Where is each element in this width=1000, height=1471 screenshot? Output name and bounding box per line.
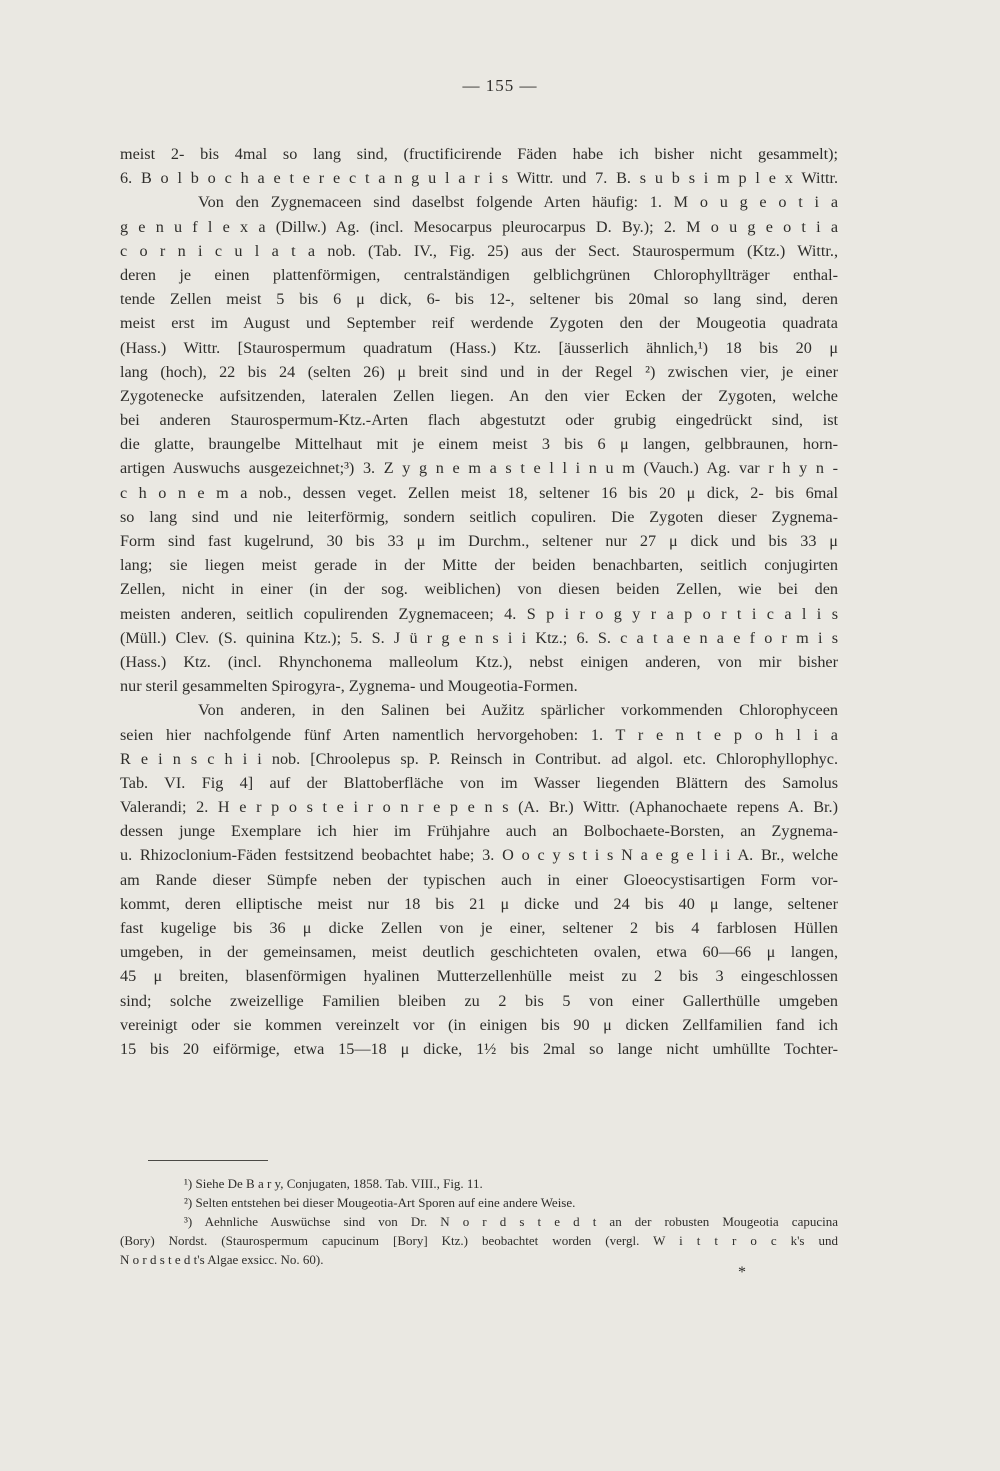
- body-text: [120, 142, 838, 1061]
- text-line: Tab. VI. Fig 4] auf der Blattoberfläche von im Wasser liegenden Blättern des Samolus: [120, 773, 838, 792]
- text-line: (Hass.) Ktz. (incl. Rhynchonema malleolum Ktz.), nebst einigen anderen, von mir bisher: [120, 652, 838, 671]
- text-line: Von den Zygnemaceen sind daselbst folgende Arten häufig: 1. M o u g e o t i a: [198, 193, 838, 212]
- footnote-3-continued: N o r d s t e d t's Algae exsicc. No. 60).: [120, 1252, 324, 1267]
- text-line: dessen junge Exemplare ich hier im Frühjahre auch an Bolbochaete-Borsten, an Zygnema-: [120, 822, 838, 841]
- text-line: 45 μ breiten, blasenförmigen hyalinen Mutterzellenhülle meist zu 2 bis 3 eingeschlossen: [120, 967, 838, 986]
- signature-mark: *: [738, 1264, 746, 1281]
- text-line: vereinigt oder sie kommen vereinzelt vor (in einigen bis 90 μ dicken Zellfamilien fand ich: [120, 1015, 838, 1034]
- text-line: artigen Auswuchs ausgezeichnet;³) 3. Z y g n e m a s t e l l i n u m (Vauch.) Ag. var r h y n -: [120, 459, 838, 478]
- footnote-1: ¹) Siehe De B a r y, Conjugaten, 1858. Tab. VIII., Fig. 11.: [184, 1176, 483, 1191]
- text-line: 15 bis 20 eiförmige, etwa 15—18 μ dicke, 1½ bis 2mal so lange nicht umhüllte Tochter-: [120, 1039, 838, 1058]
- text-line: umgeben, in der gemeinsamen, meist deutlich geschichteten ovalen, etwa 60—66 μ langen,: [120, 943, 838, 962]
- footnote-divider: [148, 1160, 268, 1161]
- text-line: so lang sind und nie leiterförmig, sondern seitlich copuliren. Die Zygoten dieser Zygnema-: [120, 507, 838, 526]
- text-line: meisten anderen, seitlich copulirenden Zygnemaceen; 4. S p i r o g y r a p o r t i c a l i s: [120, 604, 838, 623]
- text-line: meist 2- bis 4mal so lang sind, (fructificirende Fäden habe ich bisher nicht gesammelt);: [120, 145, 838, 163]
- text-line: u. Rhizoclonium-Fäden festsitzend beobachtet habe; 3. O o c y s t i s N a e g e l i i A. Br., welche: [120, 846, 838, 865]
- text-line: (Müll.) Clev. (S. quinina Ktz.); 5. S. J ü r g e n s i i Ktz.; 6. S. c a t a e n a e f o r m i s: [120, 628, 838, 647]
- text-line: c h o n e m a nob., dessen veget. Zellen meist 18, seltener 16 bis 20 μ dick, 2- bis 6mal: [120, 483, 838, 502]
- text-line: Zellen, nicht in einer (in der sog. weiblichen) von diesen beiden Zellen, wie bei den: [120, 580, 838, 599]
- text-line: am Rande dieser Sümpfe neben der typischen auch in einer Gloeocystisartigen Form vor-: [120, 870, 838, 889]
- text-line: nur steril gesammelten Spirogyra-, Zygnema- und Mougeotia-Formen.: [120, 677, 578, 696]
- text-line: fast kugelige bis 36 μ dicke Zellen von je einer, seltener 2 bis 4 farblosen Hüllen: [120, 919, 838, 937]
- text-line: seien hier nachfolgende fünf Arten namentlich hervorgehoben: 1. T r e n t e p o h l i a: [120, 725, 838, 744]
- text-line: sind; solche zweizellige Familien bleiben zu 2 bis 5 von einer Gallerthülle umgeben: [120, 991, 838, 1010]
- page-number: — 155 —: [462, 76, 538, 95]
- text-line: g e n u f l e x a (Dillw.) Ag. (incl. Mesocarpus pleurocarpus D. By.); 2. M o u g e o t i a: [120, 217, 838, 236]
- text-line: lang; sie liegen meist gerade in der Mitte der beiden benachbarten, seitlich conjugirten: [120, 556, 838, 575]
- text-line: deren je einen plattenförmigen, centralständigen gelblichgrünen Chlorophyllträger enthal-: [120, 265, 838, 284]
- text-line: Zygotenecke aufsitzenden, lateralen Zellen liegen. An den vier Ecken der Zygoten, welche: [120, 386, 838, 405]
- text-line: Valerandi; 2. H e r p o s t e i r o n r e p e n s (A. Br.) Wittr. (Aphanochaete repens A. Br.): [120, 798, 838, 817]
- footnote-3: ³) Aehnliche Auswüchse sind von Dr. N o r d s t e d t an der robusten Mougeotia capucina: [184, 1214, 838, 1229]
- text-line: tende Zellen meist 5 bis 6 μ dick, 6- bis 12-, seltener bis 20mal so lang sind, deren: [120, 290, 838, 309]
- text-line: 6. B o l b o c h a e t e r e c t a n g u l a r i s Wittr. und 7. B. s u b s i m p l e x Wittr.: [120, 169, 838, 188]
- footnote-2: ²) Selten entstehen bei dieser Mougeotia-Art Sporen auf eine andere Weise.: [184, 1195, 576, 1210]
- text-line: R e i n s c h i i nob. [Chroolepus sp. P. Reinsch in Contribut. ad algol. etc. Chlorophyllophyc.: [120, 749, 838, 768]
- text-line: lang (hoch), 22 bis 24 (selten 26) μ breit sind und in der Regel ²) zwischen vier, je einer: [120, 362, 838, 381]
- text-line: meist erst im August und September reif werdende Zygoten den der Mougeotia quadrata: [120, 314, 838, 333]
- text-line: Form sind fast kugelrund, 30 bis 33 μ im Durchm., seltener nur 27 μ dick und bis 33 μ: [120, 532, 838, 550]
- text-line: bei anderen Staurospermum-Ktz.-Arten flach abgestutzt oder grubig eingedrückt sind, ist: [120, 411, 838, 430]
- text-line: (Hass.) Wittr. [Staurospermum quadratum (Hass.) Ktz. [äusserlich ähnlich,¹) 18 bis 20 μ: [120, 338, 838, 357]
- text-line: Von anderen, in den Salinen bei Aužitz spärlicher vorkommenden Chlorophyceen: [198, 701, 838, 720]
- footnote-3-continued: (Bory) Nordst. (Staurospermum capucinum [Bory] Ktz.) beobachtet worden (vergl. W i t t r o c k's und: [120, 1233, 838, 1248]
- text-line: kommt, deren elliptische meist nur 18 bis 21 μ dicke und 24 bis 40 μ lange, seltener: [120, 894, 838, 913]
- footnotes: [120, 1174, 838, 1269]
- text-line: c o r n i c u l a t a nob. (Tab. IV., Fig. 25) aus der Sect. Staurospermum (Ktz.) Wittr.,: [120, 241, 838, 260]
- text-line: die glatte, braungelbe Mittelhaut mit je einem meist 3 bis 6 μ langen, gelbbraunen, horn-: [120, 435, 838, 454]
